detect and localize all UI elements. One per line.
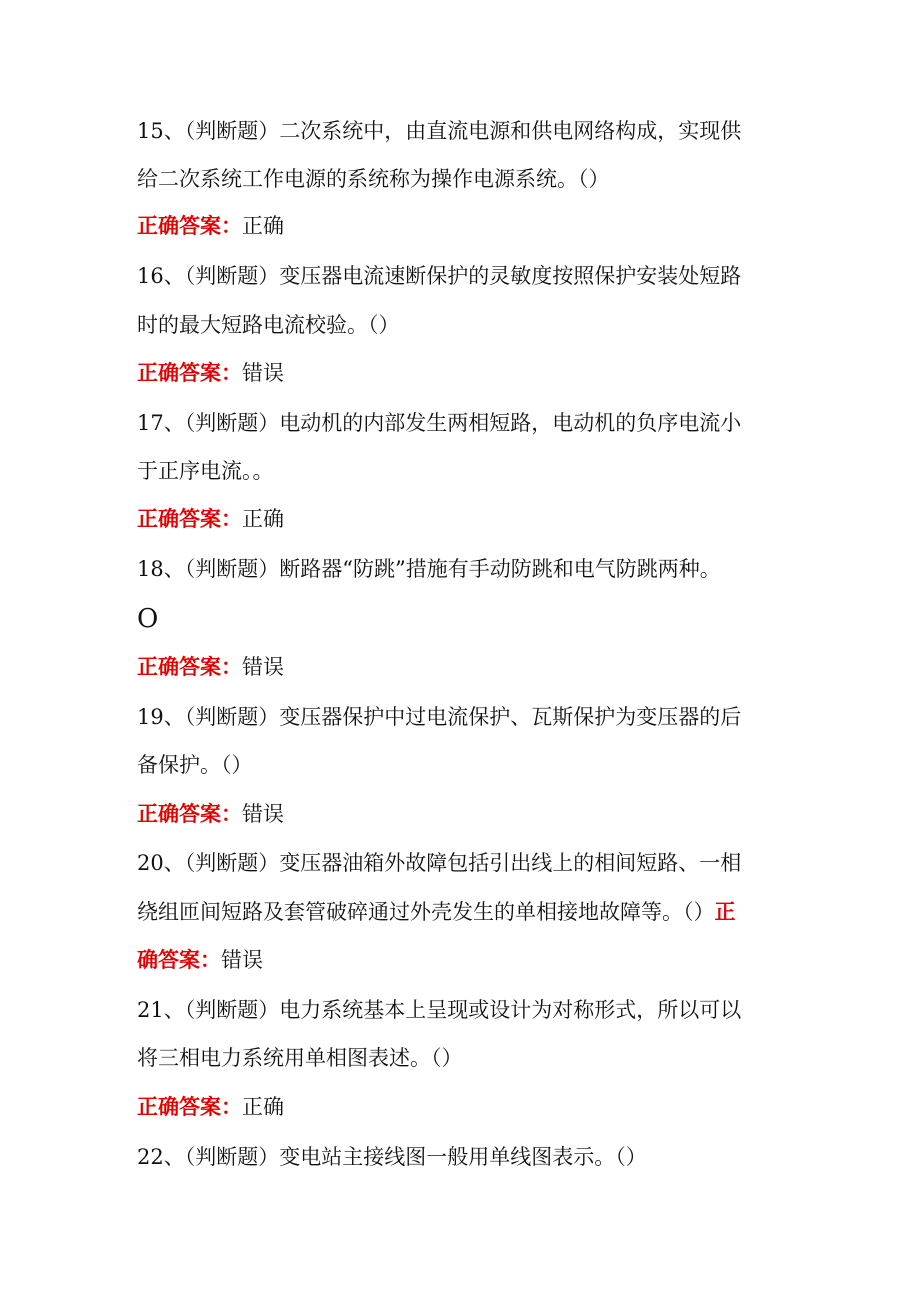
answer-15 [137,211,777,241]
answer-label-split-tail: 确答案： [137,947,221,972]
question-15-line-2: 给二次系统工作电源的系统称为操作电源系统。（） [137,167,610,191]
answer-19 [137,799,777,829]
answer-label: 正确答案： [137,654,242,679]
answer-label: 正确答案： [137,1094,242,1119]
question-20-line-1: 20、（判断题）变压器油箱外故障包括引出线上的相间短路、一相 [137,851,742,875]
answer-label: 正确答案： [137,213,242,238]
question-18-line-1: 18、（判断题）断路器“防跳”措施有手动防跳和电气防跳两种。 [137,557,721,581]
question-16-line-2: 时的最大短路电流校验。（） [137,313,400,337]
question-17-line-1: 17、（判断题）电动机的内部发生两相短路，电动机的负序电流小 [137,411,742,435]
answer-value: 错误 [242,655,284,679]
question-22-line-1: 22、（判断题）变电站主接线图一般用单线图表示。（） [137,1145,647,1169]
answer-20 [137,945,777,975]
answer-label-split-head: 正 [714,899,736,924]
question-20-line-2 [137,897,777,927]
question-20-line-2-text: 绕组匝间短路及套管破碎通过外壳发生的单相接地故障等。（） [137,900,715,924]
question-19-line-1: 19、（判断题）变压器保护中过电流保护、瓦斯保护为变压器的后 [137,705,742,729]
question-21-line-1: 21、（判断题）电力系统基本上呈现或设计为对称形式，所以可以 [137,998,742,1022]
question-18-line-2: O [137,604,159,634]
answer-value: 错误 [221,948,263,972]
answer-16 [137,358,777,388]
question-17-line-2: 于正序电流。。 [137,459,274,483]
answer-value: 错误 [242,802,284,826]
question-16-line-1: 16、（判断题）变压器电流速断保护的灵敏度按照保护安装处短路 [137,264,742,288]
question-19-line-2: 备保护。（） [137,753,253,777]
answer-17 [137,504,777,534]
answer-21 [137,1092,777,1122]
question-15-line-1: 15、（判断题）二次系统中，由直流电源和供电网络构成，实现供 [137,119,742,143]
answer-value: 正确 [242,1095,284,1119]
answer-value: 正确 [242,507,284,531]
question-21-line-2: 将三相电力系统用单相图表述。（） [137,1046,463,1070]
answer-label: 正确答案： [137,506,242,531]
answer-value: 错误 [242,361,284,385]
answer-label: 正确答案： [137,801,242,826]
answer-label: 正确答案： [137,360,242,385]
answer-value: 正确 [242,214,284,238]
answer-18 [137,652,777,682]
